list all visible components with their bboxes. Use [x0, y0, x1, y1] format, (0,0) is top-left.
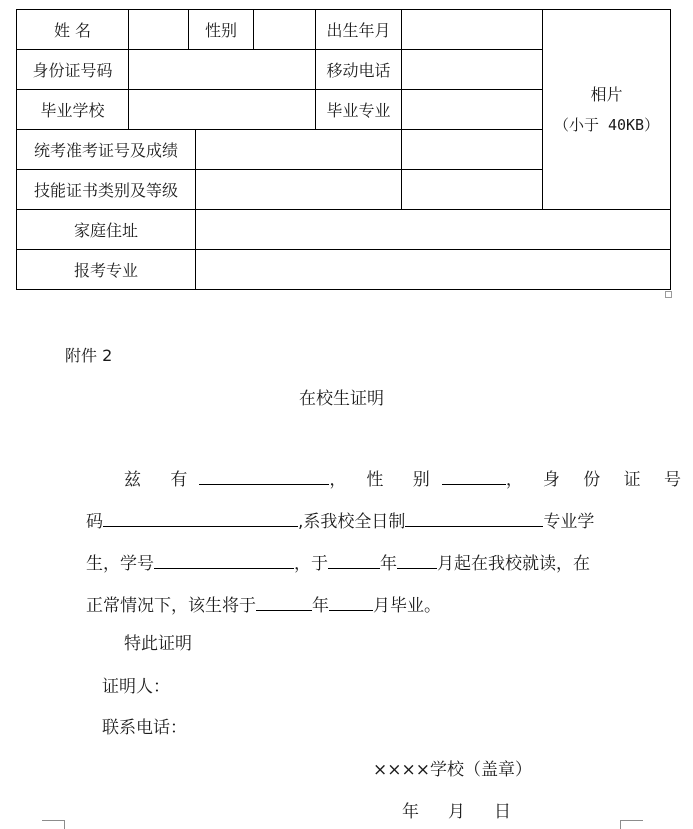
date-day: 日	[494, 802, 511, 822]
major-blank[interactable]	[405, 508, 543, 527]
exam-score-field[interactable]	[402, 130, 543, 170]
photo-label: 相片	[590, 84, 623, 104]
apply-major-label: 报考专业	[17, 250, 196, 290]
phone-label: 联系电话：	[102, 718, 187, 738]
mobile-field[interactable]	[402, 50, 543, 90]
address-label: 家庭住址	[17, 210, 196, 250]
school-seal: ××××学校（盖章）	[373, 760, 532, 780]
gender-blank[interactable]	[442, 466, 506, 485]
enroll-month-blank[interactable]	[397, 550, 437, 569]
school-field[interactable]	[129, 90, 316, 130]
photo-cell[interactable]	[543, 10, 671, 210]
exam-number-field[interactable]	[196, 130, 402, 170]
certifier-label: 证明人：	[102, 677, 170, 697]
attachment-label: 附件 2	[65, 346, 113, 365]
certificate-title: 在校生证明	[299, 389, 384, 409]
id-number-blank[interactable]	[103, 508, 298, 527]
birth-label: 出生年月	[316, 10, 402, 50]
date-month: 月	[448, 802, 465, 822]
registration-table	[16, 9, 671, 290]
enroll-year-blank[interactable]	[328, 550, 380, 569]
address-field[interactable]	[196, 210, 671, 250]
graduate-month-blank[interactable]	[329, 592, 373, 611]
mobile-label: 移动电话	[316, 50, 402, 90]
certificate-line-4: 正常情况下，该生将于 年 月毕业。	[86, 592, 441, 618]
skill-type-field[interactable]	[196, 170, 402, 210]
graduate-year-blank[interactable]	[256, 592, 312, 611]
exam-label: 统考准考证号及成绩	[17, 130, 196, 170]
major-label: 毕业专业	[316, 90, 402, 130]
photo-size-note: （小于 40KB）	[553, 115, 660, 134]
apply-major-field[interactable]	[196, 250, 671, 290]
certificate-line-2: 码 ,系我校全日制 专业学	[86, 508, 594, 534]
certificate-line-3: 生，学号 ，于 年 月起在我校就读，在	[86, 550, 590, 576]
gender-field[interactable]	[254, 10, 316, 50]
skill-label: 技能证书类别及等级	[17, 170, 196, 210]
school-label: 毕业学校	[17, 90, 129, 130]
birth-field[interactable]	[402, 10, 543, 50]
name-field[interactable]	[129, 10, 189, 50]
id-field[interactable]	[129, 50, 316, 90]
id-label: 身份证号码	[17, 50, 129, 90]
proof-text: 特此证明	[124, 634, 192, 654]
date-year: 年	[402, 802, 419, 822]
certificate-line-1: 兹 有 ， 性 别 ， 身 份 证 号	[124, 466, 690, 492]
table-resize-handle[interactable]	[665, 291, 672, 298]
student-id-blank[interactable]	[154, 550, 294, 569]
gender-label: 性别	[189, 10, 254, 50]
name-blank[interactable]	[199, 466, 329, 485]
name-label: 姓 名	[17, 10, 129, 50]
skill-level-field[interactable]	[402, 170, 543, 210]
major-field[interactable]	[402, 90, 543, 130]
